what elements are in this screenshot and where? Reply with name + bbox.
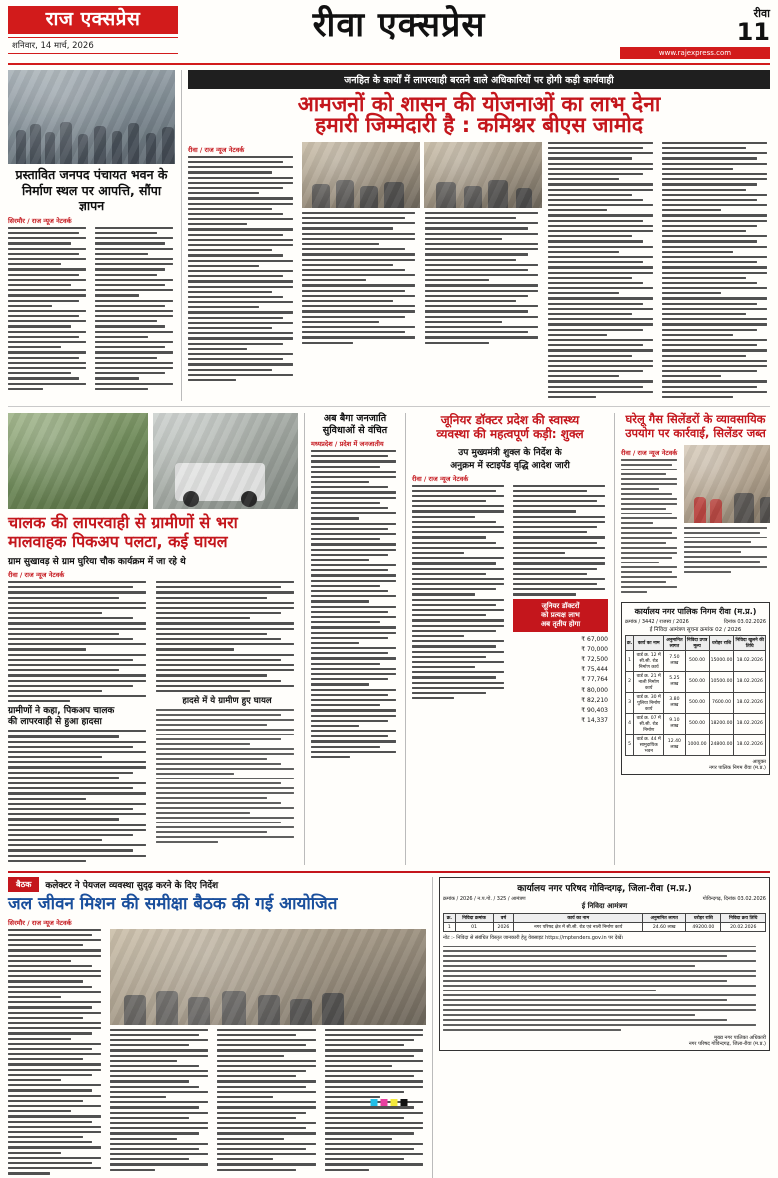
th: क्र.: [626, 635, 634, 650]
truck-headline-line2: मालवाहक पिकअप पलटा, कई घायल: [8, 531, 228, 551]
doctor-callout-line1: जूनियर डॉक्टरों: [541, 601, 580, 610]
left-headline-line1: प्रस्तावित जनपद पंचायत भवन के: [15, 166, 168, 182]
td: 1: [626, 650, 634, 671]
td: वार्ड क्र. 30 में पुलिया निर्माण कार्य: [634, 692, 664, 713]
doctor-figure: ₹ 90,403: [581, 706, 608, 714]
truck-subhead: ग्राम सुखावड़ से ग्राम घुरिया चौक कार्यक्रम में जा रहे थे: [8, 556, 186, 567]
td: 7.50 लाख: [664, 650, 685, 671]
truck-sub2-line1: ग्रामीणों ने कहा, पिकअप चालक: [8, 706, 115, 717]
notice-parishad-office: नगर परिषद गोविन्दगढ़, जिला-रीवा (म.प्र.): [688, 1040, 766, 1047]
notice-parishad-subtitle: ई निविदा आमंत्रण: [581, 902, 628, 911]
table-row: [626, 692, 766, 713]
td: 01: [455, 923, 493, 932]
masthead-right: [620, 6, 770, 59]
meeting-headline: जल जीवन मिशन की समीक्षा बैठक की गई आयोजित: [8, 894, 338, 915]
th: कार्य का नाम: [514, 914, 643, 923]
meeting-kicker-strip: [8, 877, 426, 892]
td: 4: [626, 713, 634, 734]
masthead-rule: [8, 63, 770, 65]
td: 15000.00: [709, 650, 734, 671]
vertical-divider-2: [304, 413, 305, 865]
doctor-figure: ₹ 70,000: [581, 645, 608, 653]
masthead-left: [8, 6, 178, 54]
td: 5.25 लाख: [664, 671, 685, 692]
photo-meeting-1: [302, 142, 420, 208]
lead-kicker: जनहित के कार्यों में लापरवाही बरतने वाले अधिकारियों पर होगी कड़ी कार्यवाही: [188, 70, 770, 89]
td: वार्ड क्र. 21 में नाली निर्माण कार्य: [634, 671, 664, 692]
td: 500.00: [685, 713, 709, 734]
doctor-figure: ₹ 67,000: [581, 635, 608, 643]
cmyk-magenta: [381, 1099, 388, 1106]
baiga-body: [311, 450, 399, 758]
gas-col-text: [621, 445, 679, 596]
td: 5: [626, 734, 634, 755]
left-headline-line2: निर्माण स्थल पर आपत्ति, सौंपा ज्ञापन: [21, 183, 162, 213]
td: 18.02.2026: [734, 671, 766, 692]
story-doctor: [412, 413, 608, 865]
table-row: [444, 923, 766, 932]
doctor-byline: रीवा / राज न्यूज नेटवर्क: [412, 474, 469, 483]
meeting-byline: सिरमौर / राज न्यूज नेटवर्क: [8, 918, 72, 927]
th: धरोहर राशि: [686, 914, 721, 923]
td: 18.02.2026: [734, 734, 766, 755]
middle-section: [8, 413, 770, 865]
th: अनुमानित लागत: [664, 635, 685, 650]
story-meeting: [8, 877, 426, 1178]
vertical-divider-1: [181, 70, 182, 401]
left-byline: सिरमौर / राज न्यूज नेटवर्क: [8, 216, 72, 225]
notice-nigam-table: [625, 635, 766, 756]
meeting-body-3: [217, 1029, 318, 1174]
photo-overturned-pickup: [153, 413, 298, 509]
lead-body-1: [188, 156, 296, 381]
td: वार्ड क्र. 12 में सी.सी. रोड निर्माण कार्य: [634, 650, 664, 671]
th: क्र.: [444, 914, 456, 923]
th: वर्ष: [493, 914, 514, 923]
td: 9.10 लाख: [664, 713, 685, 734]
td: 18.02.2026: [734, 713, 766, 734]
divider-horizontal-1: [8, 406, 770, 407]
notice-nigam-office: नगर पालिक निगम रीवा (म.प्र.): [709, 764, 766, 771]
meeting-col-2: [110, 929, 426, 1178]
lead-headline-line1: आमजनों को शासन की योजनाओं का लाभ देना: [297, 91, 661, 116]
publication-logo: राज एक्सप्रेस: [8, 6, 178, 34]
notice-nigam-sign: आयुक्त: [752, 758, 766, 765]
lead-col-2: [302, 142, 542, 401]
truck-col-1: [8, 581, 150, 865]
doctor-figure: ₹ 77,764: [581, 676, 608, 684]
lead-col-1: [188, 142, 296, 401]
gas-byline: रीवा / राज न्यूज नेटवर्क: [621, 448, 678, 457]
truck-col-2: [156, 581, 298, 865]
table-row: [626, 713, 766, 734]
meeting-kicker: कलेक्टर ने पेयजल व्यवस्था सुदृढ़ करने के दिए निर्देश: [45, 881, 219, 892]
cmyk-black: [401, 1099, 408, 1106]
td: 24800.00: [709, 734, 734, 755]
td: 500.00: [685, 671, 709, 692]
td: नगर परिषद क्षेत्र में सी.सी. रोड एवं नाली निर्माण कार्य: [514, 923, 643, 932]
lead-headline-line2: हमारी जिम्मेदारी है : कमिश्नर बीएस जामोद: [314, 113, 644, 138]
truck-body-3: [156, 581, 298, 692]
doctor-figure: ₹ 72,500: [581, 656, 608, 664]
td: 20.02.2026: [721, 923, 766, 932]
doctor-callout-line2: को प्रत्यक्ष लाभ: [541, 610, 580, 619]
td: 500.00: [685, 692, 709, 713]
vertical-divider-3: [405, 413, 406, 865]
lead-body-5: [662, 142, 770, 398]
truck-body-4: [156, 709, 298, 843]
gas-body-1: [621, 459, 679, 593]
truck-body-1: [8, 581, 150, 703]
doctor-subhead-line1: उप मुख्यमंत्री शुक्ल के निर्देश के: [458, 447, 562, 458]
doctor-callout-line3: अब तृतीय होगा: [540, 619, 581, 628]
doctor-figure: ₹ 82,210: [581, 696, 608, 704]
td: 18.02.2026: [734, 650, 766, 671]
td: वार्ड क्र. 44 में सामुदायिक भवन: [634, 734, 664, 755]
cmyk-cyan: [371, 1099, 378, 1106]
website-url[interactable]: www.rajexpress.com: [620, 47, 770, 59]
notice-nagar-parishad-wrap: [439, 877, 770, 1178]
td: 24.60 लाख: [643, 923, 686, 932]
photo-meeting-2: [424, 142, 542, 208]
td: 1000.00: [685, 734, 709, 755]
masthead: [8, 0, 770, 61]
lead-body-2: [302, 212, 419, 347]
notice-parishad-title: कार्यालय नगर परिषद गोविन्दगढ़, जिला-रीवा (म.प्र.): [517, 884, 692, 895]
td: 49200.00: [686, 923, 721, 932]
story-baiga: [311, 413, 399, 865]
td: 3.80 लाख: [664, 692, 685, 713]
td: 10500.00: [709, 671, 734, 692]
table-row: [626, 671, 766, 692]
notice-nagar-nigam: [621, 602, 770, 775]
doctor-figure: ₹ 14,337: [581, 717, 608, 725]
th: निविदा क्रय तिथि: [721, 914, 766, 923]
top-section: [8, 70, 770, 401]
doctor-figure-list: [513, 635, 608, 727]
doctor-figure: ₹ 80,000: [581, 686, 608, 694]
th: कार्य का नाम: [634, 635, 664, 650]
baiga-byline: मध्यप्रदेश / प्रदेश में जनजातीय: [311, 439, 384, 448]
masthead-center: [178, 5, 620, 45]
left-body-col2: [95, 227, 176, 393]
meeting-body-2: [110, 1029, 211, 1174]
th: अनुमानित लागत: [643, 914, 686, 923]
right-column-middle: [621, 413, 770, 865]
td: 18.02.2026: [734, 692, 766, 713]
lead-col-4: [662, 142, 770, 401]
doctor-figure: ₹ 75,444: [581, 666, 608, 674]
cmyk-yellow: [391, 1099, 398, 1106]
bottom-section: [8, 877, 770, 1178]
truck-sub3: हादसे में ये ग्रामीण हुए घायल: [182, 696, 272, 707]
story-truck: [8, 413, 298, 865]
meeting-col-1: [8, 929, 104, 1178]
doctor-col-1: [412, 485, 507, 727]
table-row: [626, 734, 766, 755]
cmyk-registration-marks: [371, 1099, 408, 1106]
doctor-body-1: [412, 485, 507, 700]
photo-roadside: [8, 413, 148, 509]
td: 18200.00: [709, 713, 734, 734]
gas-headline-line1: घरेलू गैस सिलेंडरों के व्यावसायिक: [625, 412, 766, 427]
td: 2026: [493, 923, 514, 932]
td: 500.00: [685, 650, 709, 671]
lead-body-3: [425, 212, 542, 347]
notice-nagar-parishad: [439, 877, 770, 1051]
left-column-top: [8, 70, 175, 401]
doctor-headline-line2: व्यवस्था की महत्वपूर्ण कड़ी: शुक्ल: [436, 427, 584, 442]
th: निविदा प्रपत्र मूल्य: [685, 635, 709, 650]
doctor-subhead-line2: अनुक्रम में स्टाइपेंड वृद्धि आदेश जारी: [450, 460, 570, 471]
meeting-body-1: [8, 929, 104, 1175]
td: 2: [626, 671, 634, 692]
lead-byline: रीवा / राज न्यूज नेटवर्क: [188, 145, 245, 154]
table-row: [626, 650, 766, 671]
gas-body-2: [684, 527, 770, 573]
td: 12.40 लाख: [664, 734, 685, 755]
notice-nigam-ref-no: क्रमांक / 3442 / राजस्व / 2026: [625, 618, 689, 625]
doctor-body-2: [513, 485, 608, 596]
notice-parishad-date: गोविन्दगढ़, दिनांक 03.02.2026: [702, 896, 766, 903]
doctor-callout: [513, 599, 608, 632]
issue-date: शनिवार, 14 मार्च, 2026: [8, 37, 178, 54]
truck-byline: रीवा / राज न्यूज नेटवर्क: [8, 570, 65, 579]
notice-parishad-ref-no: क्रमांक / 2026 / न.प.गो. / 325 / आमंत्रण: [443, 896, 526, 903]
photo-review-meeting: [110, 929, 426, 1025]
lead-col-3: [548, 142, 656, 401]
notice-nigam-date: दिनांक 03.02.2026: [723, 618, 766, 625]
notice-parishad-sign: मुख्य नगर पालिका अधिकारी: [714, 1034, 766, 1041]
vertical-divider-5: [432, 877, 433, 1178]
notice-parishad-table: [443, 913, 766, 932]
gas-col-photo: [684, 445, 770, 596]
photo-gas-cylinder-seizure: [684, 445, 770, 523]
divider-red-1: [8, 871, 770, 873]
td: वार्ड क्र. 07 में सी.सी. रोड निर्माण: [634, 713, 664, 734]
doctor-headline-line1: जूनियर डॉक्टर प्रदेश की स्वास्थ्य: [440, 413, 580, 428]
truck-sub2-line2: की लापरवाही से हुआ हादसा: [8, 716, 102, 727]
baiga-headline: अब बैगा जनजाति सुविधाओं से वंचित: [322, 413, 388, 436]
notice-parishad-note: नोट :- निविदा से संबंधित विस्तृत जानकारी हेतु वेबसाइट https://mptenders.gov.in पर देखें।: [443, 935, 624, 942]
td: 7600.00: [709, 692, 734, 713]
td: 1: [444, 923, 456, 932]
truck-body-2: [8, 730, 150, 862]
th: धरोहर राशि: [709, 635, 734, 650]
notice-parishad-fineprint: [443, 946, 766, 1031]
left-body-col1: [8, 227, 89, 393]
doctor-col-2: [513, 485, 608, 727]
table-header-row: [444, 914, 766, 923]
gas-headline-line2: उपयोग पर कार्रवाई, सिलेंडर जब्त: [625, 426, 766, 440]
truck-headline-line1: चालक की लापरवाही से ग्रामीणों से भरा: [8, 513, 238, 533]
notice-nigam-title: कार्यालय नगर पालिक निगम रीवा (म.प्र.): [634, 606, 757, 616]
th: निविदा क्रमांक: [455, 914, 493, 923]
lead-story: [188, 70, 770, 401]
photo-panchayat-bhawan: [8, 70, 175, 164]
vertical-divider-4: [614, 413, 615, 865]
page-number: 11: [736, 18, 770, 46]
lead-body-4: [548, 142, 656, 398]
td: 3: [626, 692, 634, 713]
city-name: रीवा: [753, 7, 770, 20]
section-tag: बैठक: [8, 877, 39, 892]
table-header-row: [626, 635, 766, 650]
th: निविदा खुलने की तिथि: [734, 635, 766, 650]
notice-nigam-subtitle: ई निविदा आमंत्रण सूचना क्रमांक 02 / 2026: [649, 626, 742, 633]
edition-title: रीवा एक्सप्रेस: [312, 5, 486, 45]
